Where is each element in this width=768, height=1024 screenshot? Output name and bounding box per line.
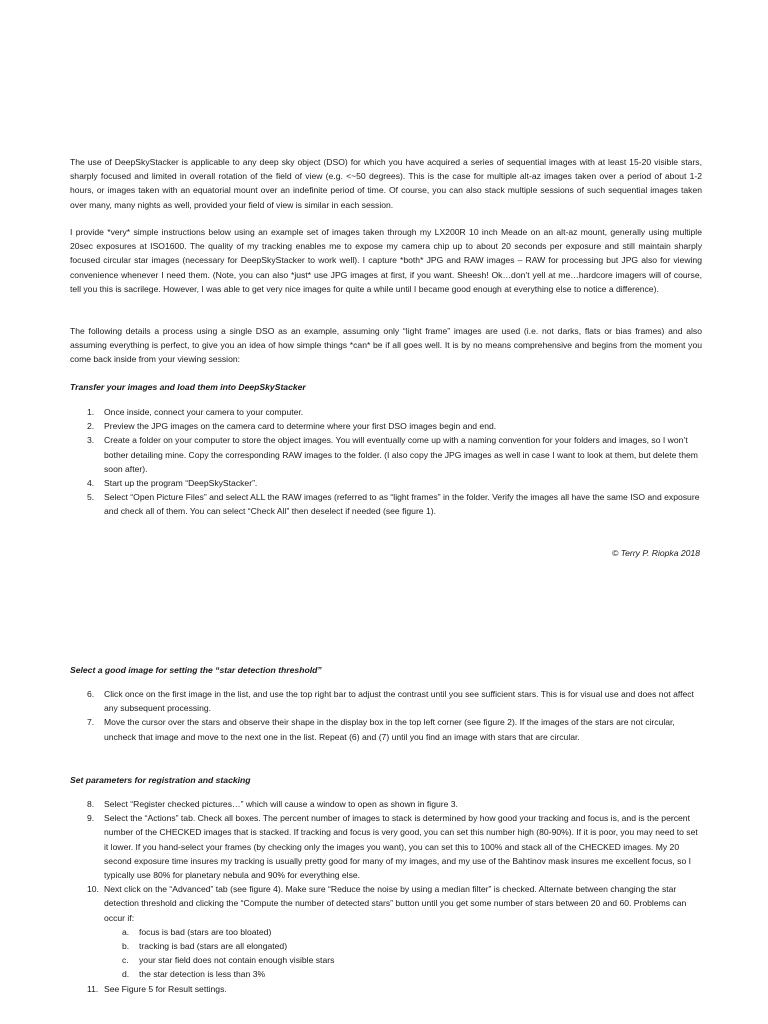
sub-item-letter: d. — [122, 969, 130, 980]
list-item — [70, 882, 702, 981]
list-item — [70, 476, 702, 490]
step-number: 1. — [87, 407, 95, 417]
sub-list — [104, 925, 702, 982]
step-number: 10. — [87, 884, 99, 895]
step-text: Select the “Actions” tab. Check all boxes. The percent number of images to stack is determined by how good your tracking and focus is, and is the percent number of the CHECKED images that is stacked. If tracking and focus is very good, you can set this number high (80-90%). If it is poor, you may need to set it lower. If you hand-select your frames (by checking only the images you want), you can set this to 100% and stack all of the CHECKED images. My 20 second exposure time insures my tracking is usually pretty good for many of my images, and my use of the Bahtinov mask insures me excellent focus, so I typically use 80% for planetary nebula and 90% for everything else. — [104, 813, 698, 881]
list-item — [70, 490, 702, 518]
step-text: Next click on the “Advanced” tab (see figure 4). Make sure “Reduce the noise by using a median filter” is checked. Alternate between changing the star detection threshold and clicking the “Compute the number of detected stars” button until you get some number of stars between 20 and 60. Problems can occur if: — [104, 884, 687, 923]
step-number: 3. — [87, 435, 95, 446]
step-number: 11. — [87, 983, 99, 994]
step-number: 8. — [87, 799, 95, 809]
intro-paragraph: The following details a process using a single DSO as an example, assuming only “light frame” images are used (i.e. not darks, flats or bias frames) and also assuming everything is perfect, to give you an idea of how simple things *can* be if all goes well. It is by no means comprehensive and begins from the moment you come back inside from your viewing session: — [70, 326, 702, 365]
sub-item-text: the star detection is less than 3% — [139, 969, 266, 980]
sub-item-text: focus is bad (stars are too bloated) — [139, 926, 272, 937]
step-text: See Figure 5 for Result settings. — [104, 983, 227, 994]
list-item — [70, 811, 702, 882]
step-number: 2. — [87, 421, 95, 432]
sub-item-letter: c. — [122, 955, 129, 966]
step-text: Select “Register checked pictures…” which will cause a window to open as shown in figure 3. — [104, 799, 458, 809]
step-number: 7. — [87, 717, 95, 728]
list-item — [70, 419, 702, 433]
sub-list-item — [122, 953, 702, 967]
section-heading: Select a good image for setting the “star detection threshold” — [70, 665, 322, 675]
step-number: 4. — [87, 478, 95, 489]
step-list — [70, 797, 702, 996]
step-number: 6. — [87, 689, 95, 699]
section-heading: Transfer your images and load them into DeepSkyStacker — [70, 382, 306, 392]
section-heading: Set parameters for registration and stacking — [70, 775, 251, 785]
step-text: Select “Open Picture Files” and select ALL the RAW images (referred to as “light frames” in the folder. Verify the images all have the same ISO and exposure and check all of them. You can select “Check All” then deselect if needed (see figure 1). — [104, 492, 700, 517]
step-text: Create a folder on your computer to store the object images. You will eventually come up with a naming convention for your folders and images, so I won’t bother detailing mine. Copy the corresponding RAW images to the folder. (I also copy the JPG images as well in case I want to look at them, but delete them soon after). — [104, 435, 698, 474]
list-item — [70, 797, 702, 811]
sub-list-item — [122, 967, 702, 981]
step-text: Move the cursor over the stars and observe their shape in the display box in the top left corner (see figure 2). If the images of the stars are not circular, uncheck that image and move to the next one in the list. Repeat (6) and (7) until you find an image with stars that are circular. — [104, 717, 675, 742]
copyright-credit: © Terry P. Riopka 2018 — [611, 548, 700, 558]
step-list — [70, 687, 702, 744]
step-text: Preview the JPG images on the camera card to determine where your first DSO images begin and end. — [104, 421, 497, 432]
sub-list-item — [122, 939, 702, 953]
step-number: 5. — [87, 492, 95, 503]
sub-item-letter: b. — [122, 941, 130, 952]
list-item — [70, 433, 702, 476]
step-text: Once inside, connect your camera to your computer. — [104, 407, 304, 417]
list-item — [70, 715, 702, 743]
intro-paragraph: The use of DeepSkyStacker is applicable to any deep sky object (DSO) for which you have acquired a series of sequential images with at least 15-20 visible stars, sharply focused and limited in overall rotation of the field of view (e.g. <~50 degrees). This is the case for multiple alt-az images taken over a period of about 1-2 hours, or images taken with an equatorial mount over an indefinite period of time. Of course, you can also stack multiple sessions of such sequential images taken over many, many nights as well, provided your field of view is similar in each session. — [70, 157, 702, 210]
sub-item-letter: a. — [122, 926, 130, 937]
step-text: Click once on the first image in the list, and use the top right bar to adjust the contrast until you see sufficient stars. This is for visual use and does not affect any subsequent processing. — [104, 689, 694, 714]
intro-paragraph: I provide *very* simple instructions below using an example set of images taken through my LX200R 10 inch Meade on an alt-az mount, generally using multiple 20sec exposures at ISO1600. The quality of my tracking enables me to expose my camera chip up to about 20 seconds per exposure and still maintain sharply focused circular star images (necessary for DeepSkyStacker to work well). I capture *both* JPG and RAW images – RAW for processing but JPG also for viewing convenience whenever I need them. (Note, you can also *just* use JPG images at first, if you want. Sheesh! Ok…don’t yell at me…hardcore imagers will of course, tell you this is sacrilege. However, I was able to get very nice images for quite a while until I became good enough at everything else to notice a difference). — [70, 227, 702, 294]
sub-list-item — [122, 925, 702, 939]
list-item — [70, 405, 702, 419]
step-list — [70, 405, 702, 519]
list-item — [70, 982, 702, 996]
list-item — [70, 687, 702, 715]
sub-item-text: tracking is bad (stars are all elongated) — [139, 941, 288, 952]
step-text: Start up the program “DeepSkyStacker”. — [104, 478, 258, 489]
sub-item-text: your star field does not contain enough visible stars — [139, 955, 335, 966]
step-number: 9. — [87, 813, 95, 824]
